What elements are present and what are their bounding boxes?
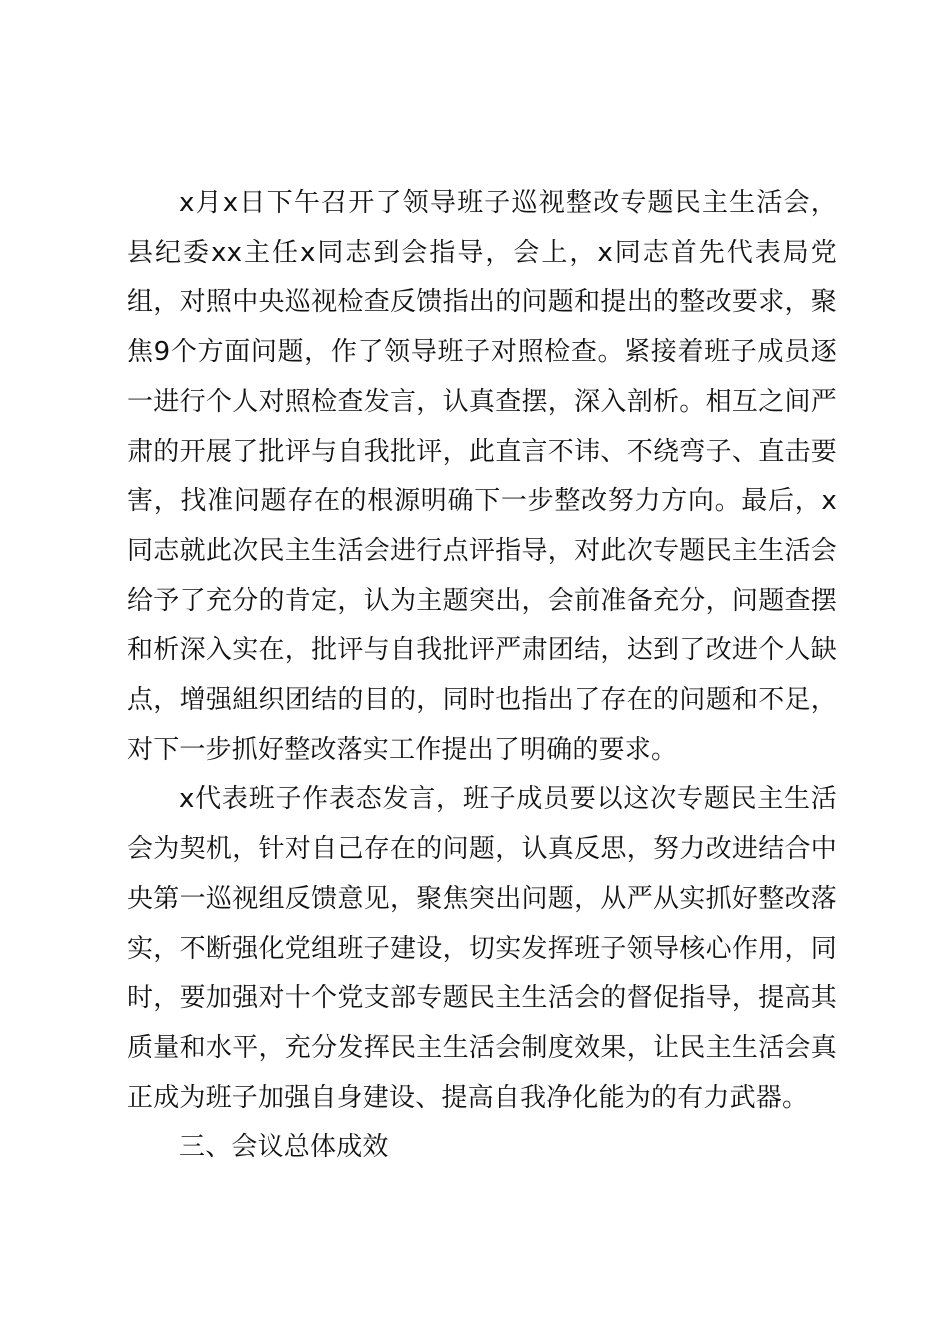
document-body bbox=[127, 179, 837, 1173]
section-heading: 三、会议总体成效 bbox=[179, 1132, 389, 1163]
body-paragraph-1: x月x日下午召开了领导班子巡视整改专题民主生活会，县纪委xx主任x同志到会指导，会上，x同志首先代表局党组，对照中央巡视检查反馈指出的问题和提出的整改要求，聚焦9个方面问题，作了领导班子对照检查。紧接着班子成员逐一进行个人对照检查发言，认真查摆，深入剖析。相互之间严肃的开展了批评与自我批评，此直言不讳、不绕弯子、直击要害，找准问题存在的根源明确下一步整改努力方向。最后，x同志就此次民主生活会进行点评指导，对此次专题民主生活会给予了充分的肯定，认为主题突出，会前准备充分，问题查摆和析深入实在，批评与自我批评严肃团结，达到了改进个人缺点，增强組织团结的目的，同时也指出了存在的问题和不足，对下一步抓好整改落实工作提出了明确的要求。 bbox=[127, 188, 837, 765]
body-paragraph-2: x代表班子作表态发言，班子成员要以这次专题民主生活会为契机，针对自己存在的问题，认真反思，努力改进结合中央第一巡视组反馈意见，聚焦突出问题，从严从实抓好整改落实，不断强化党组班子建设，切实发挥班子领导核心作用，同时，要加强对十个党支部专题民主生活会的督促指导，提高其质量和水平，充分发挥民主生活会制度效果，让民主生活会真正成为班子加强自身建设、提高自我净化能为的有力武器。 bbox=[127, 784, 837, 1113]
